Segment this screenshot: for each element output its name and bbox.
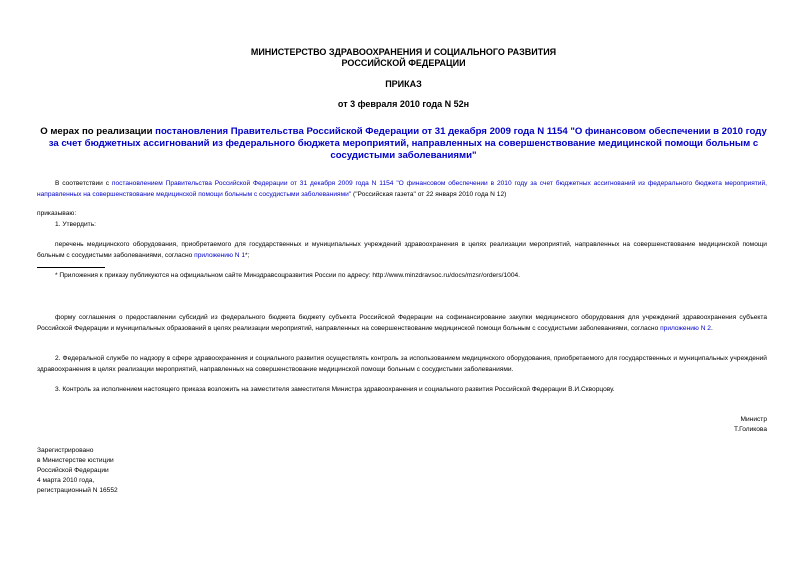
preamble-decree-link[interactable]: постановлением Правительства Российской Федерации от 31 декабря 2009 года N 1154 "О финансовом обеспечении в 2010 году за счет бюджетных ассигнований из федерального бюджета мероприятий, направленных на совершенствование медицинской помощи больным с сосудистыми заболеваниями" [37, 180, 767, 198]
ministry-name-line2: РОССИЙСКОЙ ФЕДЕРАЦИИ [341, 58, 466, 68]
appendix1-link[interactable]: приложению N 1 [194, 252, 246, 259]
ministry-name-line1: МИНИСТЕРСТВО ЗДРАВООХРАНЕНИЯ И СОЦИАЛЬНОГО РАЗВИТИЯ [250, 47, 557, 57]
preamble-suffix: ("Российская газета" от 22 января 2010 года N 12) [351, 191, 507, 198]
orders-label: приказываю: [37, 210, 77, 217]
item1-list-suffix: *; [245, 252, 250, 259]
footnote: * Приложения к приказу публикуются на официальном сайте Минздравсоцразвития России по адресу: http://www.minzdravsoc.ru/docs/mzsr/orders/1004. [55, 272, 521, 279]
registration-line: Зарегистрировано [37, 447, 94, 454]
registration-line: 4 марта 2010 года, [37, 477, 95, 484]
preamble-prefix: В соответствии с [55, 180, 112, 187]
item1-label: 1. Утвердить: [55, 221, 96, 228]
item1-list-text: перечень медицинского оборудования, приобретаемого для государственных и муниципальных учреждений здравоохранения в целях реализации мероприятий, направленных на совершенствование медицинской помощи больным с сосудистыми заболеваниями, согласно [37, 241, 767, 259]
registration-line: в Министерстве юстиции [37, 457, 114, 464]
item1-form-paragraph [37, 312, 767, 334]
item1-equipment-list-paragraph [37, 239, 767, 261]
document-title [40, 126, 767, 162]
signature-name: Т.Голикова [733, 426, 767, 433]
title-prefix: О мерах по реализации [40, 126, 156, 137]
preamble-paragraph [37, 178, 767, 200]
item2-paragraph: 2. Федеральной службе по надзору в сфере здравоохранения и социального развития осуществлять контроль за использованием медицинского оборудования, приобретаемого для государственных и муниципальных учреждений здравоохранения в целях реализации мероприятий, направленных на совершенствование медицинской помощи больным с сосудистыми заболеваниями. [37, 355, 767, 373]
signature-position: Министр [740, 416, 767, 423]
title-decree-link[interactable]: постановления Правительства Российской Федерации от 31 декабря 2009 года N 1154 "О финансовом обеспечении в 2010 году за счет бюджетных ассигнований из федерального бюджета мероприятий, направленных на совершенствование медицинской помощи больным с сосудистыми заболеваниями" [48, 126, 767, 161]
appendix2-link[interactable]: приложению N 2 [660, 325, 711, 332]
registration-block [37, 446, 118, 496]
document-date-number: от 3 февраля 2010 года N 52н [337, 99, 470, 109]
item1-form-suffix: . [710, 325, 713, 332]
item3-paragraph: 3. Контроль за исполнением настоящего приказа возложить на заместителя заместителя Министра здравоохранения и социального развития Российской Федерации В.И.Скворцову. [55, 386, 615, 393]
footnote-separator [37, 267, 105, 268]
document-type: ПРИКАЗ [385, 79, 422, 89]
item1-form-text: форму соглашения о предоставлении субсидий из федерального бюджета бюджету субъекта Российской Федерации на софинансирование закупки медицинского оборудования для учреждений здравоохранения субъекта Российской Федерации и муниципальных образований в целях реализации мероприятий, направленных на совершенствование медицинской помощи больным с сосудистыми заболеваниями, согласно [37, 314, 767, 332]
registration-line: Российской Федерации [37, 467, 109, 474]
registration-line: регистрационный N 16552 [37, 487, 118, 494]
